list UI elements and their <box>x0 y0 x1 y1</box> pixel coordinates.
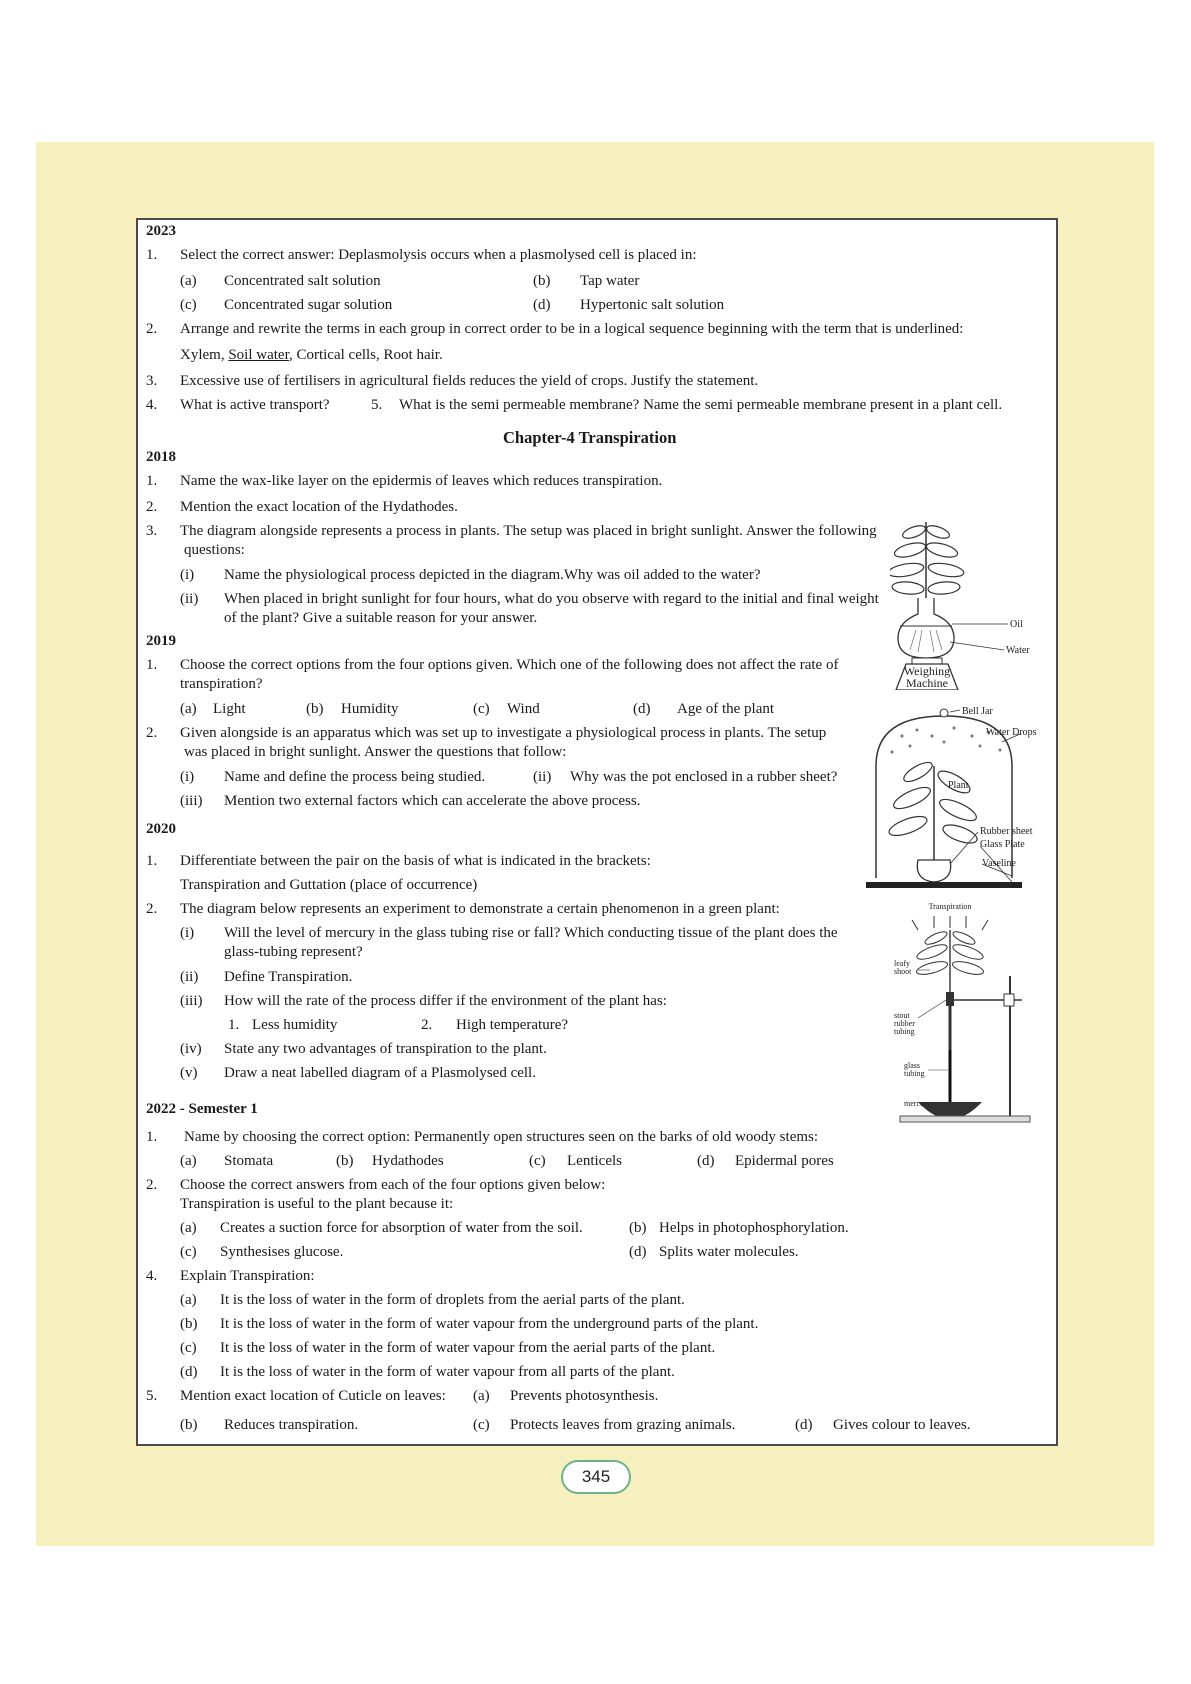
pot <box>917 860 950 882</box>
question-text: Choose the correct answers from each of the four options given below: <box>180 1177 606 1193</box>
question-text: Excessive use of fertilisers in agricultural fields reduces the yield of crops. Justify the statement. <box>180 373 759 389</box>
option-text: Creates a suction force for absorption of water from the soil. <box>220 1220 583 1236</box>
option-label: (d) <box>180 1364 198 1380</box>
mercury-label: mercury <box>904 1099 931 1108</box>
question-text: Differentiate between the pair on the basis of what is indicated in the brackets: <box>180 853 651 869</box>
option-text: It is the loss of water in the form of water vapour from all parts of the plant. <box>220 1364 675 1380</box>
tubing2-label: tubing <box>904 1069 925 1078</box>
year-2022: 2022 - Semester 1 <box>146 1101 258 1117</box>
option-label: (c) <box>529 1153 546 1169</box>
question-text: The diagram below represents an experiment to demonstrate a certain phenomenon in a green plant: <box>180 901 780 917</box>
option-label: (iii) <box>180 793 203 809</box>
option-text: Light <box>213 701 246 717</box>
option-text: Wind <box>507 701 540 717</box>
shoot-label: shoot <box>894 967 912 976</box>
bell-jar-figure <box>862 706 1052 892</box>
option-label: (d) <box>633 701 651 717</box>
option-label: (c) <box>180 1244 197 1260</box>
option-text: Name and define the process being studied. <box>224 769 486 785</box>
option-text: Hydathodes <box>372 1153 444 1169</box>
sub-text: High temperature? <box>456 1017 569 1033</box>
option-text: Age of the plant <box>677 701 775 717</box>
option-text: Tap water <box>580 273 640 289</box>
bell-jar-label: Bell Jar <box>962 706 993 717</box>
option-text: glass-tubing represent? <box>224 944 363 960</box>
option-text: State any two advantages of transpiration to the plant. <box>224 1041 547 1057</box>
question-text: Arrange and rewrite the terms in each group in correct order to be in a logical sequence beginning with the term that is underlined: <box>180 321 964 337</box>
option-text: Helps in photophosphorylation. <box>659 1220 849 1236</box>
rubber-label: rubber <box>894 1019 915 1028</box>
stout-label: stout <box>894 1011 910 1020</box>
option-text: Define Transpiration. <box>224 969 353 985</box>
rubber-sheet-label: Rubber sheet <box>980 826 1033 837</box>
option-label: (b) <box>306 701 324 717</box>
transpiration-label: Transpiration <box>928 902 972 911</box>
q-number: 2. <box>146 901 158 917</box>
option-label: (a) <box>180 1153 197 1169</box>
water-drops-label: Water Drops <box>986 727 1037 738</box>
q-number: 1. <box>146 247 158 263</box>
option-text: How will the rate of the process differ if the environment of the plant has: <box>224 993 667 1009</box>
option-text: Hypertonic salt solution <box>580 297 725 313</box>
leafy-label: leafy <box>894 959 910 968</box>
weighing-machine-figure <box>890 514 1050 690</box>
machine-label-1: Weighing <box>903 664 951 678</box>
option-text: Will the level of mercury in the glass tubing rise or fall? Which conducting tissue of the plant does the <box>224 925 838 941</box>
q-number: 4. <box>146 1268 158 1284</box>
oil-label: Oil <box>1010 619 1023 630</box>
option-label: (ii) <box>180 969 199 985</box>
option-label: (a) <box>180 1220 197 1236</box>
question-text: questions: <box>184 542 245 558</box>
glass-plate-label: Glass Plate <box>980 839 1025 850</box>
question-text: Transpiration is useful to the plant because it: <box>180 1196 454 1212</box>
option-text: Protects leaves from grazing animals. <box>510 1417 736 1433</box>
option-label: (b) <box>180 1316 198 1332</box>
question-text: was placed in bright sunlight. Answer the questions that follow: <box>184 744 567 760</box>
plant-label: Plant <box>948 780 969 791</box>
underlined-term: Soil water <box>228 347 289 363</box>
option-label: (i) <box>180 769 195 785</box>
tubing-label: tubing <box>894 1027 915 1036</box>
q-number: 2. <box>146 321 158 337</box>
sub-text: Less humidity <box>252 1017 338 1033</box>
option-label: (i) <box>180 925 195 941</box>
q-number: 4. <box>146 397 158 413</box>
q-number: 1. <box>146 853 158 869</box>
option-text: Synthesises glucose. <box>220 1244 344 1260</box>
option-label: (a) <box>180 701 197 717</box>
option-text: Mention two external factors which can accelerate the above process. <box>224 793 641 809</box>
machine-label-2: Machine <box>906 676 948 690</box>
option-label: (iii) <box>180 993 203 1009</box>
option-text: Prevents photosynthesis. <box>510 1388 659 1404</box>
option-label: (b) <box>180 1417 198 1433</box>
option-text: When placed in bright sunlight for four hours, what do you observe with regard to the initial and final weight <box>224 591 879 607</box>
question-text: Name the wax-like layer on the epidermis of leaves which reduces transpiration. <box>180 473 663 489</box>
water-label: Water <box>1006 645 1030 656</box>
option-text: Epidermal pores <box>735 1153 834 1169</box>
option-label: (a) <box>473 1388 490 1404</box>
question-text: Name by choosing the correct option: Permanently open structures seen on the barks of old woody stems: <box>184 1129 819 1145</box>
option-label: (a) <box>180 273 197 289</box>
question-text: Select the correct answer: Deplasmolysis occurs when a plasmolysed cell is placed in: <box>180 247 697 263</box>
option-label: (ii) <box>180 591 199 607</box>
option-label: (ii) <box>533 769 552 785</box>
option-text: Splits water molecules. <box>659 1244 799 1260</box>
option-label: (c) <box>180 297 197 313</box>
option-label: (b) <box>629 1220 647 1236</box>
option-text: Name the physiological process depicted in the diagram.Why was oil added to the water? <box>224 567 761 583</box>
q-number: 2. <box>146 1177 158 1193</box>
option-text: Humidity <box>341 701 399 717</box>
option-label: (d) <box>697 1153 715 1169</box>
q-number: 3. <box>146 373 158 389</box>
year-2018: 2018 <box>146 449 176 465</box>
option-label: (v) <box>180 1065 198 1081</box>
question-text: Mention exact location of Cuticle on leaves: <box>180 1388 446 1404</box>
question-text: Choose the correct options from the four options given. Which one of the following does not affect the rate of <box>180 657 839 673</box>
option-text: Reduces transpiration. <box>224 1417 359 1433</box>
year-2023: 2023 <box>146 223 176 239</box>
option-text: Gives colour to leaves. <box>833 1417 971 1433</box>
question-subtext: Transpiration and Guttation (place of occurrence) <box>180 877 478 893</box>
option-label: (a) <box>180 1292 197 1308</box>
question-text: The diagram alongside represents a process in plants. The setup was placed in bright sunlight. Answer the following <box>180 523 877 539</box>
q-number: 5. <box>146 1388 158 1404</box>
option-text: Why was the pot enclosed in a rubber sheet? <box>570 769 838 785</box>
question-text: Mention the exact location of the Hydathodes. <box>180 499 458 515</box>
option-text: It is the loss of water in the form of droplets from the aerial parts of the plant. <box>220 1292 685 1308</box>
q-number: 3. <box>146 523 158 539</box>
option-label: (c) <box>473 701 490 717</box>
glass-label: glass <box>904 1061 920 1070</box>
sequence-terms: Xylem, Soil water, Cortical cells, Root hair. <box>180 347 443 363</box>
question-text: What is active transport? <box>180 397 330 413</box>
option-text: Concentrated salt solution <box>224 273 381 289</box>
q-number: 2. <box>146 499 158 515</box>
sub-number: 2. <box>421 1017 433 1033</box>
question-text: transpiration? <box>180 676 263 692</box>
option-label: (d) <box>533 297 551 313</box>
option-text: Stomata <box>224 1153 274 1169</box>
option-text: Draw a neat labelled diagram of a Plasmolysed cell. <box>224 1065 536 1081</box>
rubber-tubing <box>946 992 954 1006</box>
option-label: (iv) <box>180 1041 202 1057</box>
option-text: Concentrated sugar solution <box>224 297 393 313</box>
option-label: (c) <box>180 1340 197 1356</box>
option-text: of the plant? Give a suitable reason for your answer. <box>224 610 538 626</box>
option-label: (d) <box>795 1417 813 1433</box>
q-number: 5. <box>371 397 383 413</box>
flask <box>898 598 954 658</box>
page-number: 345 <box>561 1460 631 1494</box>
q-number: 1. <box>146 473 158 489</box>
option-text: Lenticels <box>567 1153 622 1169</box>
option-label: (b) <box>336 1153 354 1169</box>
option-text: It is the loss of water in the form of water vapour from the underground parts of the plant. <box>220 1316 759 1332</box>
year-2020: 2020 <box>146 821 176 837</box>
option-label: (b) <box>533 273 551 289</box>
vaseline-label: Vaseline <box>982 858 1016 869</box>
option-label: (c) <box>473 1417 490 1433</box>
sub-number: 1. <box>228 1017 240 1033</box>
question-text: Explain Transpiration: <box>180 1268 315 1284</box>
mercury-potometer-figure <box>890 900 1040 1130</box>
question-text: Given alongside is an apparatus which was set up to investigate a physiological process in plants. The setup <box>180 725 827 741</box>
option-label: (d) <box>629 1244 647 1260</box>
question-text: What is the semi permeable membrane? Name the semi permeable membrane present in a plant cell. <box>399 397 1003 413</box>
chapter-title: Chapter-4 Transpiration <box>503 428 677 447</box>
option-text: It is the loss of water in the form of water vapour from the aerial parts of the plant. <box>220 1340 716 1356</box>
bell-jar <box>876 716 1012 878</box>
q-number: 1. <box>146 1129 158 1145</box>
q-number: 1. <box>146 657 158 673</box>
q-number: 2. <box>146 725 158 741</box>
glass-plate <box>866 882 1022 888</box>
year-2019: 2019 <box>146 633 176 649</box>
option-label: (i) <box>180 567 195 583</box>
